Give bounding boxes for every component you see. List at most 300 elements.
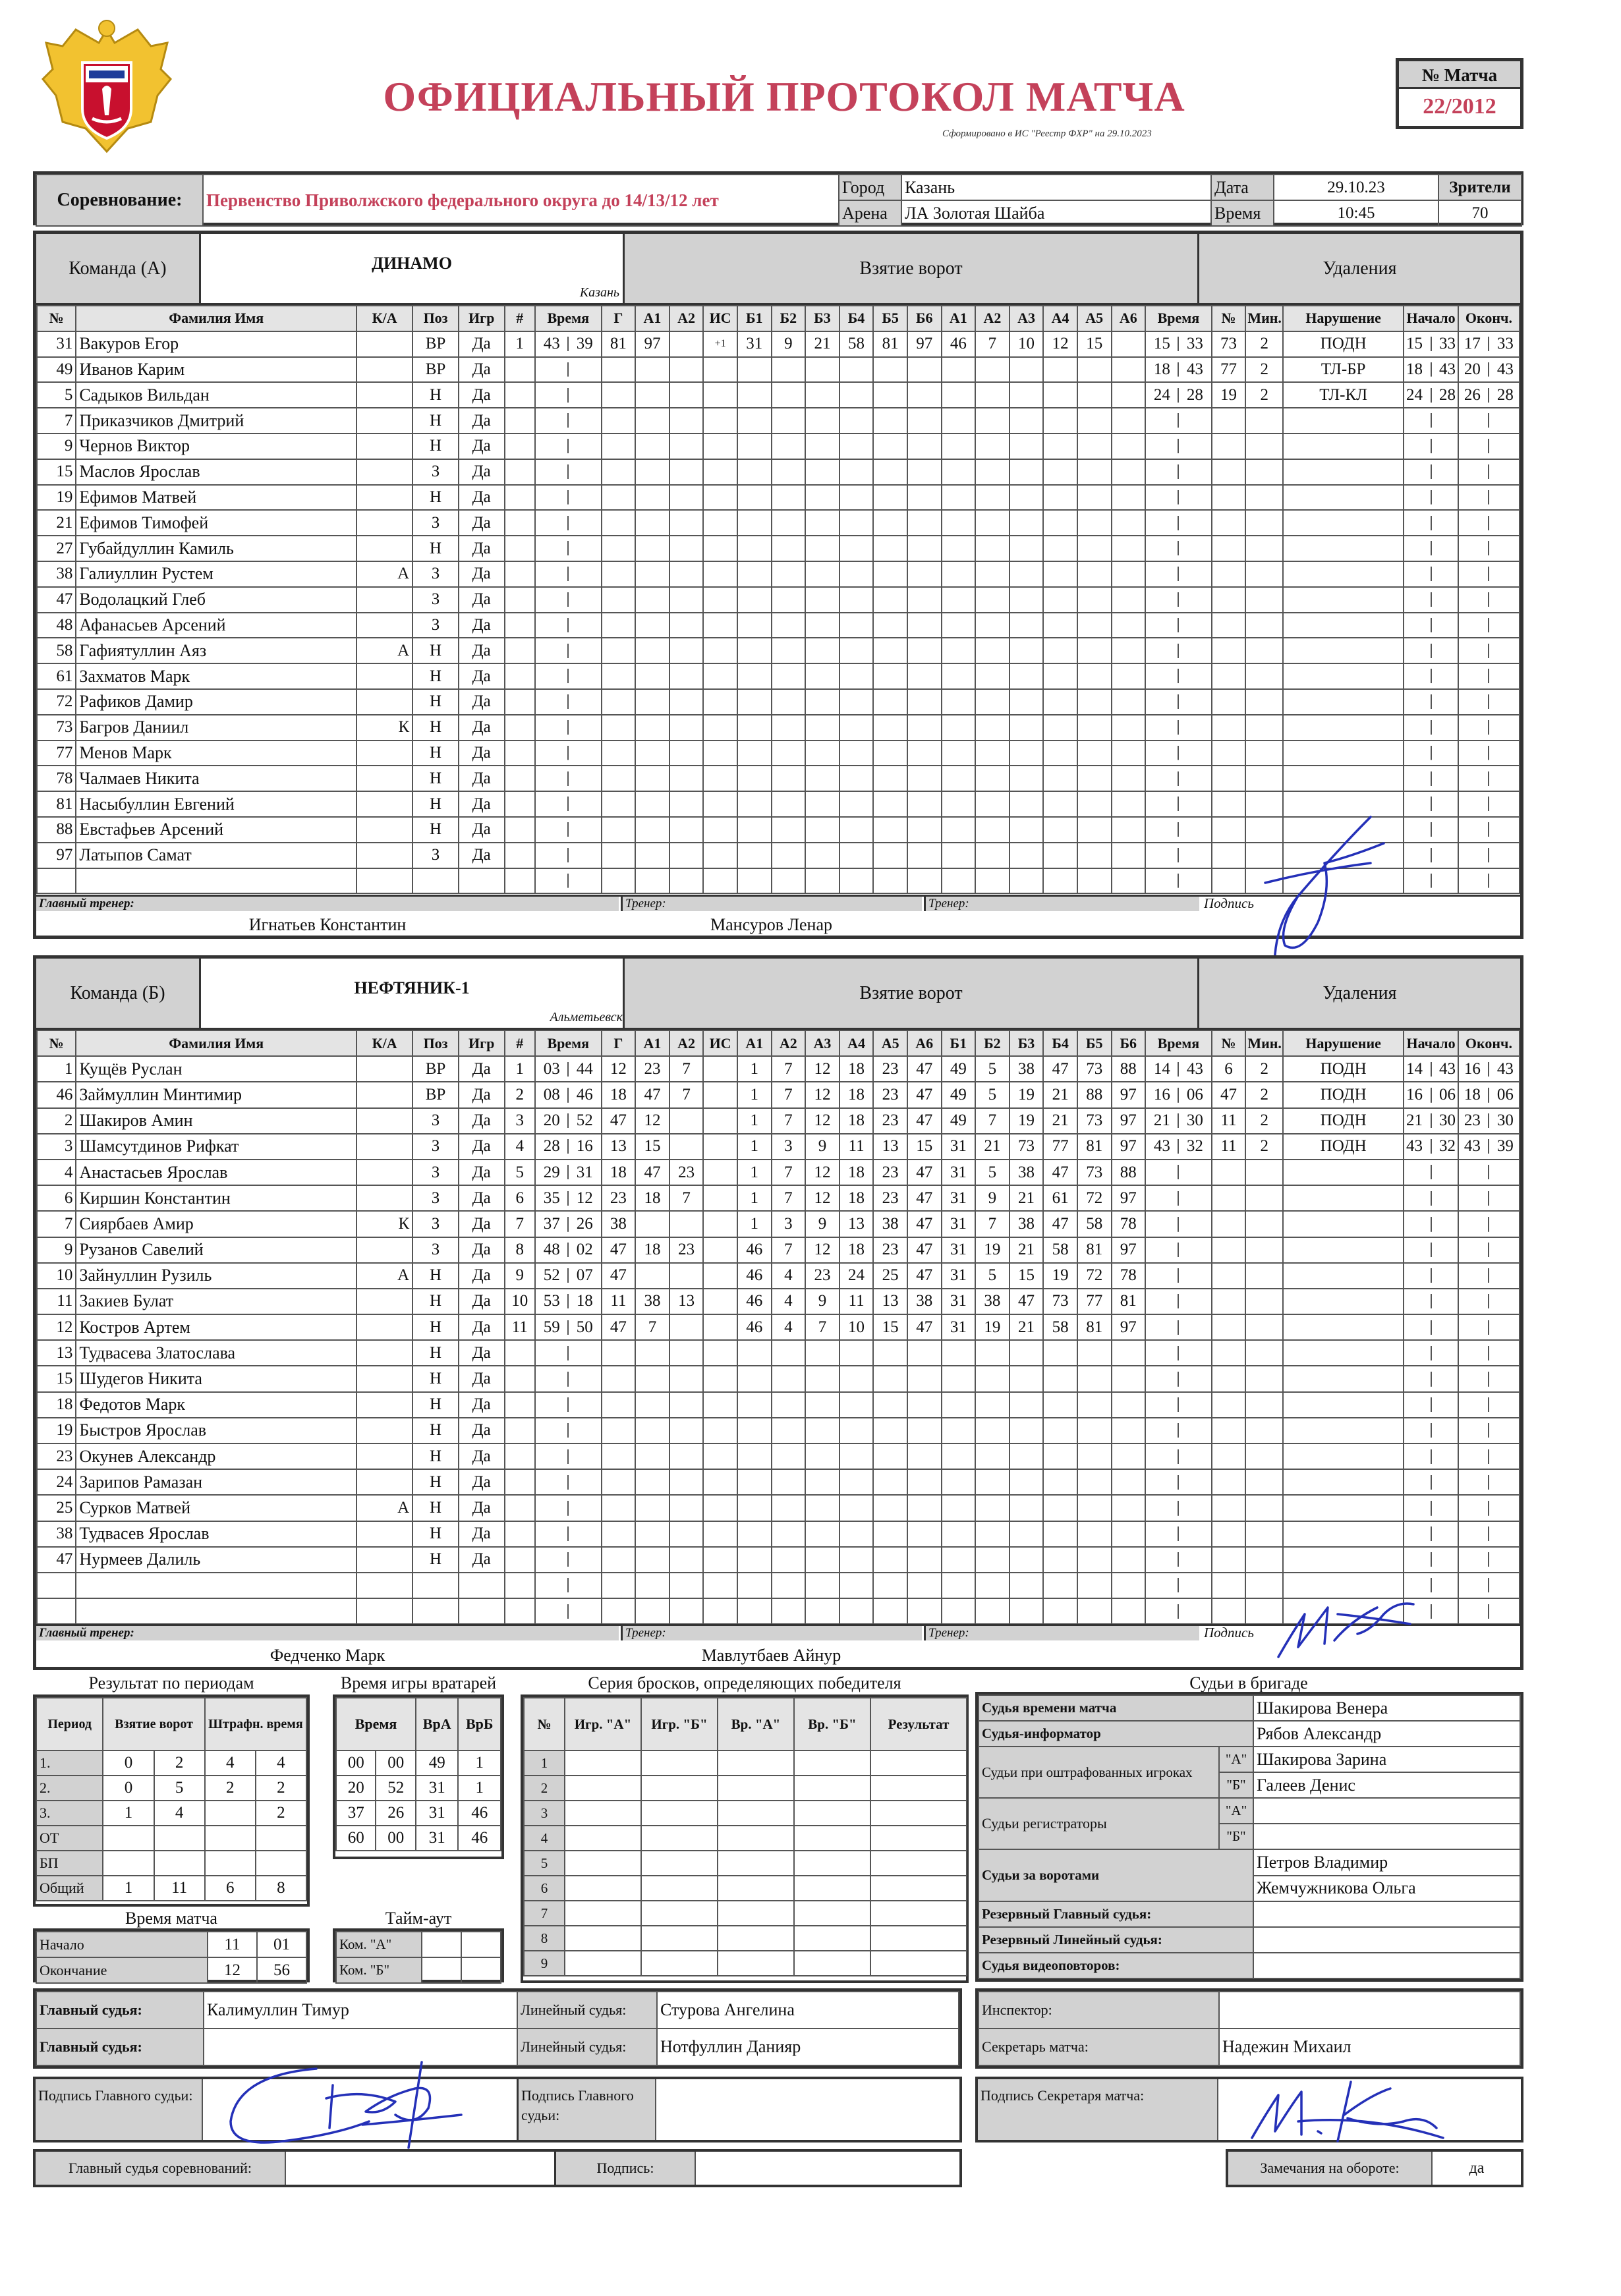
team-b-goal-cell xyxy=(669,1418,704,1443)
team-a-goals-caption: Взятие ворот xyxy=(623,234,1199,303)
team-b-goal-cell: 1 xyxy=(737,1082,772,1107)
shootout-cell xyxy=(565,1926,641,1951)
team-a-goal-cell xyxy=(873,382,907,408)
team-a-player-name: Галиуллин Рустем xyxy=(76,561,356,587)
team-b-goal-cell: 23 xyxy=(669,1237,704,1263)
team-a-player-number: 7 xyxy=(37,408,76,434)
team-a-goal-cell xyxy=(1112,613,1146,638)
team-b-player-name: Зайнуллин Рузиль xyxy=(76,1263,356,1289)
period-value: 4 xyxy=(256,1750,306,1776)
team-b-pen-cell: 2 xyxy=(1245,1056,1283,1082)
team-b-pen-cell xyxy=(1458,1314,1520,1340)
team-b-player-number: 25 xyxy=(37,1495,76,1521)
team-a-goal-cell xyxy=(703,817,737,843)
team-b-goal-cell: 23 xyxy=(805,1263,839,1289)
team-a-goal-cell: 97 xyxy=(635,331,669,357)
team-b-goal-cell xyxy=(1043,1598,1077,1624)
team-b-pen-cell xyxy=(1283,1547,1404,1573)
team-a-goal-cell xyxy=(737,638,772,663)
chief-ref-label: Главный судья: xyxy=(36,1992,204,2029)
team-a-col-player-1: Фамилия Имя xyxy=(76,306,356,331)
team-b-pen-cell xyxy=(1212,1521,1246,1547)
team-b-goal-cell: 7 xyxy=(635,1314,669,1340)
team-a-goal-cell xyxy=(772,434,806,459)
team-b-player-name: Кущёв Руслан xyxy=(76,1056,356,1082)
team-b-col-goal-3: А1 xyxy=(635,1030,669,1056)
team-b-player-role xyxy=(356,1521,412,1547)
team-b-goal-cell xyxy=(1077,1521,1112,1547)
team-b-label: Команда (Б) xyxy=(36,959,201,1028)
team-a-pen-cell xyxy=(1145,613,1212,638)
referees-table xyxy=(33,1988,962,2069)
team-b-goal-cell xyxy=(737,1521,772,1547)
team-a-goal-cell xyxy=(505,868,535,894)
team-a-goal-cell xyxy=(772,715,806,741)
team-b-player-number: 47 xyxy=(37,1547,76,1573)
team-a-pen-cell xyxy=(1404,613,1458,638)
team-a-goal-cell xyxy=(669,459,704,485)
team-b-goal-cell xyxy=(839,1418,874,1443)
team-b-table-row xyxy=(37,1469,1520,1495)
team-b-pen-cell xyxy=(1212,1211,1246,1237)
team-a-goal-cell xyxy=(942,715,976,741)
team-a-player-role: А xyxy=(356,638,412,663)
team-b-goal-cell: 03 44 xyxy=(535,1056,602,1082)
team-b-goal-cell xyxy=(737,1598,772,1624)
timeout-caption: Тайм-аут xyxy=(385,1909,452,1928)
team-b-col-goal-6: А1 xyxy=(737,1030,772,1056)
team-a-pen-cell xyxy=(1245,741,1283,766)
team-a-player-name: Захматов Марк xyxy=(76,663,356,689)
team-b-goal-cell xyxy=(535,1443,602,1469)
team-b-goal-cell xyxy=(602,1392,636,1418)
team-b-goal-cell xyxy=(772,1392,806,1418)
team-b-player-plays: Да xyxy=(459,1185,505,1211)
pen-b-tag: "Б" xyxy=(1219,1772,1253,1798)
team-a-pen-cell xyxy=(1245,766,1283,791)
team-b-goal-cell: 47 xyxy=(907,1314,942,1340)
team-a-pen-cell xyxy=(1404,561,1458,587)
goalie-row xyxy=(336,1826,501,1851)
head-coach-b-label: Главный тренер: xyxy=(36,1626,619,1640)
team-b-col-goal-2: Г xyxy=(602,1030,636,1056)
team-b-col-goal-8: А3 xyxy=(805,1030,839,1056)
team-b-goal-cell xyxy=(907,1573,942,1598)
team-a-goal-cell xyxy=(873,357,907,383)
team-b-goal-cell: 1 xyxy=(737,1056,772,1082)
team-b-goal-cell: 47 xyxy=(1010,1289,1044,1314)
team-b-pen-cell xyxy=(1145,1418,1212,1443)
team-b-goal-cell xyxy=(772,1495,806,1521)
team-a-goal-cell xyxy=(602,663,636,689)
team-b-goal-cell: 3 xyxy=(772,1211,806,1237)
team-b-goal-cell xyxy=(1043,1366,1077,1391)
team-a-table-row xyxy=(37,485,1520,511)
team-b-goal-cell: 18 xyxy=(839,1056,874,1082)
team-b-player-number: 12 xyxy=(37,1314,76,1340)
team-b-pen-cell xyxy=(1283,1469,1404,1495)
team-a-pen-cell xyxy=(1212,485,1246,511)
shootout-cell xyxy=(718,1826,794,1851)
team-a-pen-cell xyxy=(1145,741,1212,766)
team-b-player-plays: Да xyxy=(459,1082,505,1107)
team-b-goal-cell xyxy=(602,1495,636,1521)
shootout-row xyxy=(524,1926,967,1951)
team-a-goal-cell xyxy=(635,613,669,638)
shootout-cell xyxy=(870,1801,967,1826)
team-a-goal-cell: 97 xyxy=(907,331,942,357)
team-b-goal-cell xyxy=(1112,1547,1146,1573)
period-row xyxy=(36,1750,306,1776)
team-b-col-goal-17: Б6 xyxy=(1112,1030,1146,1056)
team-a-goal-cell xyxy=(942,766,976,791)
team-b-pen-cell xyxy=(1145,1289,1212,1314)
team-b-player-role xyxy=(356,1573,412,1598)
team-a-table-row xyxy=(37,536,1520,561)
team-b-goal-cell: 13 xyxy=(873,1134,907,1160)
shootout-cell xyxy=(565,1776,641,1801)
team-b-goal-cell xyxy=(1010,1418,1044,1443)
team-b-pen-cell: 16 06 xyxy=(1145,1082,1212,1107)
team-b-player-name: Сурков Матвей xyxy=(76,1495,356,1521)
team-a-goal-cell xyxy=(535,663,602,689)
team-a-pen-cell xyxy=(1245,715,1283,741)
team-b-goal-cell: 18 xyxy=(602,1082,636,1107)
team-b-goal-cell xyxy=(805,1366,839,1391)
team-a-goal-cell xyxy=(669,613,704,638)
team-b-goal-cell: 47 xyxy=(1043,1160,1077,1185)
goalie-value: 60 xyxy=(336,1826,376,1851)
team-b-goal-cell xyxy=(703,1056,737,1082)
team-a-goal-cell xyxy=(907,791,942,817)
chief-ref2-label: Главный судья: xyxy=(36,2029,204,2065)
team-b-player-plays: Да xyxy=(459,1289,505,1314)
secretary-signature xyxy=(1239,2075,1450,2148)
team-b-goal-cell xyxy=(805,1495,839,1521)
team-b-col-pen-4: Начало xyxy=(1404,1030,1458,1056)
team-b-goal-cell xyxy=(873,1469,907,1495)
team-b-pen-cell xyxy=(1145,1160,1212,1185)
team-b-player-role xyxy=(356,1056,412,1082)
team-b-pen-cell: 43 32 xyxy=(1145,1134,1212,1160)
team-b-goal-cell: 49 xyxy=(942,1108,976,1134)
team-a-goal-cell xyxy=(975,536,1010,561)
team-b-pen-cell xyxy=(1212,1237,1246,1263)
team-b-pen-cell xyxy=(1404,1237,1458,1263)
team-b-pen-cell xyxy=(1245,1443,1283,1469)
team-a-pen-cell xyxy=(1404,587,1458,613)
team-a-goal-cell xyxy=(1043,791,1077,817)
team-a-goal-cell xyxy=(1077,843,1112,868)
team-a-goal-cell xyxy=(772,561,806,587)
team-a-goal-cell xyxy=(772,868,806,894)
team-b-table-row xyxy=(37,1443,1520,1469)
team-b-pen-cell: 18 06 xyxy=(1458,1082,1520,1107)
team-a-goal-cell xyxy=(505,561,535,587)
team-b-goal-cell: 11 xyxy=(505,1314,535,1340)
team-b-goal-cell xyxy=(873,1418,907,1443)
team-b-goal-cell xyxy=(1112,1366,1146,1391)
team-b-goal-cell xyxy=(975,1598,1010,1624)
team-a-player-pos: Н xyxy=(412,663,459,689)
team-b-goal-cell xyxy=(873,1547,907,1573)
team-b-goal-cell xyxy=(602,1340,636,1366)
team-a-goal-cell xyxy=(703,663,737,689)
team-b-pen-cell: ПОДН xyxy=(1283,1082,1404,1107)
team-a-goal-cell xyxy=(505,817,535,843)
team-b-goal-cell xyxy=(635,1598,669,1624)
remarks-row xyxy=(1226,2149,1523,2187)
team-b-goal-cell: 5 xyxy=(505,1160,535,1185)
shootout-cell xyxy=(870,1926,967,1951)
team-b-pen-cell xyxy=(1212,1598,1246,1624)
team-b-goal-cell: 78 xyxy=(1112,1211,1146,1237)
team-b-goal-cell: 19 xyxy=(975,1314,1010,1340)
head-coach-a-label: Главный тренер: xyxy=(36,897,619,911)
team-a-player-pos: Н xyxy=(412,766,459,791)
competition: Первенство Приволжского федерального округа до 14/13/12 лет xyxy=(203,175,839,226)
team-a-pen-cell xyxy=(1245,663,1283,689)
team-b-goal-cell: 23 xyxy=(873,1082,907,1107)
spectators: 70 xyxy=(1438,200,1521,226)
team-b-goal-cell: 31 xyxy=(942,1160,976,1185)
team-b-player-name: Тудвасев Ярослав xyxy=(76,1521,356,1547)
team-b-goal-cell xyxy=(975,1443,1010,1469)
team-a-goal-cell xyxy=(737,434,772,459)
team-b-goal-cell: 4 xyxy=(772,1289,806,1314)
team-b-player-name: Шудегов Никита xyxy=(76,1366,356,1391)
team-a-goal-cell xyxy=(805,587,839,613)
shootout-row xyxy=(524,1801,967,1826)
team-b-goal-cell xyxy=(1077,1340,1112,1366)
team-b-player-plays: Да xyxy=(459,1443,505,1469)
team-a-goal-cell xyxy=(907,587,942,613)
team-a-goal-cell xyxy=(1043,766,1077,791)
period-value xyxy=(256,1826,306,1851)
team-a-goal-cell xyxy=(703,843,737,868)
team-b-goal-cell xyxy=(703,1392,737,1418)
team-b-goal-cell xyxy=(635,1211,669,1237)
team-b-player-plays: Да xyxy=(459,1237,505,1263)
shootout-number: 9 xyxy=(524,1951,565,1976)
team-a-goal-cell xyxy=(703,408,737,434)
goalie-col-0: Время xyxy=(336,1698,416,1750)
team-b-goal-cell: 7 xyxy=(975,1211,1010,1237)
team-b-pen-cell xyxy=(1145,1237,1212,1263)
team-a-table-row xyxy=(37,613,1520,638)
team-b-player-pos xyxy=(412,1598,459,1624)
team-a-goal-cell xyxy=(535,587,602,613)
team-b-col-goal-16: Б5 xyxy=(1077,1030,1112,1056)
team-b-pen-cell xyxy=(1283,1366,1404,1391)
team-b-player-name: Зарипов Рамазан xyxy=(76,1469,356,1495)
team-b-goal-cell: 47 xyxy=(635,1082,669,1107)
team-a-pen-cell xyxy=(1245,587,1283,613)
shootout-cell xyxy=(641,1826,718,1851)
team-b-player-number: 18 xyxy=(37,1392,76,1418)
team-a-goal-cell xyxy=(907,536,942,561)
team-b-goal-cell xyxy=(703,1547,737,1573)
team-a-goal-cell: 21 xyxy=(805,331,839,357)
team-a-goal-cell xyxy=(505,459,535,485)
team-b-player-pos: Н xyxy=(412,1521,459,1547)
team-b-col-goal-15: Б4 xyxy=(1043,1030,1077,1056)
team-a-player-role xyxy=(356,843,412,868)
team-b-goal-cell xyxy=(1043,1495,1077,1521)
team-a-player-plays: Да xyxy=(459,663,505,689)
team-b-goal-cell: 31 xyxy=(942,1185,976,1211)
team-a-pen-cell xyxy=(1283,510,1404,536)
team-a-goal-cell xyxy=(1112,408,1146,434)
team-b-player-role xyxy=(356,1469,412,1495)
team-b-pen-cell xyxy=(1458,1547,1520,1573)
team-a-goal-cell xyxy=(975,868,1010,894)
city: Казань xyxy=(901,175,1211,200)
team-a-goal-cell xyxy=(1010,689,1044,715)
team-b-pen-cell xyxy=(1458,1521,1520,1547)
team-b-goal-cell xyxy=(772,1366,806,1391)
team-a-col-goal-3: А1 xyxy=(635,306,669,331)
team-b-pen-cell xyxy=(1212,1366,1246,1391)
team-b-table-row xyxy=(37,1314,1520,1340)
period-value: 0 xyxy=(103,1776,154,1801)
team-b-pen-cell xyxy=(1145,1366,1212,1391)
team-b-pen-cell xyxy=(1145,1598,1212,1624)
team-b-pen-cell xyxy=(1283,1340,1404,1366)
team-a-pen-cell xyxy=(1458,638,1520,663)
team-a-goal-cell xyxy=(737,459,772,485)
team-a-goal-cell xyxy=(805,817,839,843)
period-row xyxy=(36,1801,306,1826)
team-a-goal-cell xyxy=(907,715,942,741)
period-value: 2 xyxy=(154,1750,205,1776)
team-a-goal-cell xyxy=(635,485,669,511)
team-b-goal-cell xyxy=(772,1443,806,1469)
team-b-pen-cell: 2 xyxy=(1245,1082,1283,1107)
team-a-player-number: 19 xyxy=(37,485,76,511)
team-a-goal-cell xyxy=(505,357,535,383)
team-a-goal-cell xyxy=(1112,510,1146,536)
team-b-city: Альметьевск xyxy=(550,1010,623,1024)
team-a-goal-cell xyxy=(942,408,976,434)
team-b-goal-cell xyxy=(975,1547,1010,1573)
team-b-goal-cell xyxy=(873,1521,907,1547)
team-a-goal-cell xyxy=(907,843,942,868)
team-b-pen-cell: 6 xyxy=(1212,1056,1246,1082)
team-a-player-role xyxy=(356,536,412,561)
team-b-goal-cell: 49 xyxy=(942,1082,976,1107)
team-a-goal-cell xyxy=(805,791,839,817)
team-b-table-row xyxy=(37,1521,1520,1547)
team-b-player-role xyxy=(356,1366,412,1391)
team-a-goal-cell xyxy=(805,613,839,638)
team-b-table-row xyxy=(37,1160,1520,1185)
period-value: 11 xyxy=(154,1876,205,1901)
team-a-goal-cell xyxy=(505,791,535,817)
team-b-table-row xyxy=(37,1082,1520,1107)
team-a-goal-cell xyxy=(873,791,907,817)
team-b-goal-cell: 35 12 xyxy=(535,1185,602,1211)
team-a-player-pos: ВР xyxy=(412,357,459,383)
team-b-goal-cell xyxy=(1010,1443,1044,1469)
team-b-pen-cell xyxy=(1283,1392,1404,1418)
team-a-goal-cell xyxy=(839,766,874,791)
team-a-goal-cell xyxy=(635,868,669,894)
team-b-player-pos: ВР xyxy=(412,1082,459,1107)
team-a-col-goal-15: А4 xyxy=(1043,306,1077,331)
team-b-goal-cell xyxy=(669,1392,704,1418)
team-b-goal-cell: 73 xyxy=(1077,1160,1112,1185)
team-b-goal-cell: 18 xyxy=(839,1237,874,1263)
team-a-goal-cell xyxy=(1112,587,1146,613)
team-a-goal-cell: +1 xyxy=(703,331,737,357)
team-a-pen-cell xyxy=(1145,817,1212,843)
team-a-goal-cell xyxy=(505,434,535,459)
team-a-goal-cell xyxy=(907,459,942,485)
goalie-col-1: ВрА xyxy=(416,1698,459,1750)
team-a-goal-cell xyxy=(873,587,907,613)
team-b-goal-cell: 46 xyxy=(737,1314,772,1340)
team-a-pen-cell xyxy=(1458,868,1520,894)
goalie-value: 00 xyxy=(376,1826,415,1851)
team-a-goal-cell xyxy=(1112,766,1146,791)
team-a-goal-cell: 10 xyxy=(1010,331,1044,357)
team-b-player-plays: Да xyxy=(459,1547,505,1573)
team-a-player-pos: Н xyxy=(412,715,459,741)
team-b-player-plays: Да xyxy=(459,1108,505,1134)
team-b-player-pos: Н xyxy=(412,1495,459,1521)
team-a-player-pos: Н xyxy=(412,817,459,843)
team-b-pen-cell xyxy=(1212,1443,1246,1469)
team-b-goal-cell: 23 xyxy=(635,1056,669,1082)
team-b-pen-cell xyxy=(1145,1469,1212,1495)
team-b-goal-cell: 52 07 xyxy=(535,1263,602,1289)
team-b-goal-cell xyxy=(535,1340,602,1366)
team-a-goal-cell xyxy=(907,638,942,663)
secretary-label: Секретарь матча: xyxy=(979,2029,1219,2065)
arena-label: Арена xyxy=(839,200,901,226)
team-b-player-name: Костров Артем xyxy=(76,1314,356,1340)
team-a-player-plays: Да xyxy=(459,561,505,587)
team-a-goal-cell xyxy=(1043,587,1077,613)
team-a-player-number: 38 xyxy=(37,561,76,587)
team-b-goal-cell xyxy=(703,1495,737,1521)
team-a-player-name: Иванов Карим xyxy=(76,357,356,383)
team-a-goal-cell xyxy=(839,868,874,894)
team-a-pen-cell xyxy=(1458,689,1520,715)
team-b-goal-cell xyxy=(669,1495,704,1521)
sign-chief-label: Подпись Главного судьи: xyxy=(36,2079,203,2140)
team-a-player-name: Чалмаев Никита xyxy=(76,766,356,791)
team-b-goal-cell xyxy=(635,1521,669,1547)
team-a-pen-cell xyxy=(1404,485,1458,511)
coach-b: Мавлутбаев Айнур xyxy=(701,1646,841,1665)
shootout-cell xyxy=(718,1750,794,1776)
team-b-goal-cell xyxy=(772,1547,806,1573)
team-b-player-pos: Н xyxy=(412,1443,459,1469)
team-a-pen-cell xyxy=(1145,510,1212,536)
team-a-goal-cell xyxy=(737,408,772,434)
team-a-col-goal-14: А3 xyxy=(1010,306,1044,331)
team-b-pen-cell xyxy=(1245,1418,1283,1443)
team-b-pen-cell xyxy=(1245,1160,1283,1185)
team-a-pen-cell xyxy=(1245,638,1283,663)
team-b-goal-cell xyxy=(635,1443,669,1469)
team-b-goal-cell xyxy=(805,1418,839,1443)
team-b-goal-cell xyxy=(602,1469,636,1495)
team-a-goal-cell xyxy=(1043,408,1077,434)
final-row xyxy=(33,2149,962,2187)
